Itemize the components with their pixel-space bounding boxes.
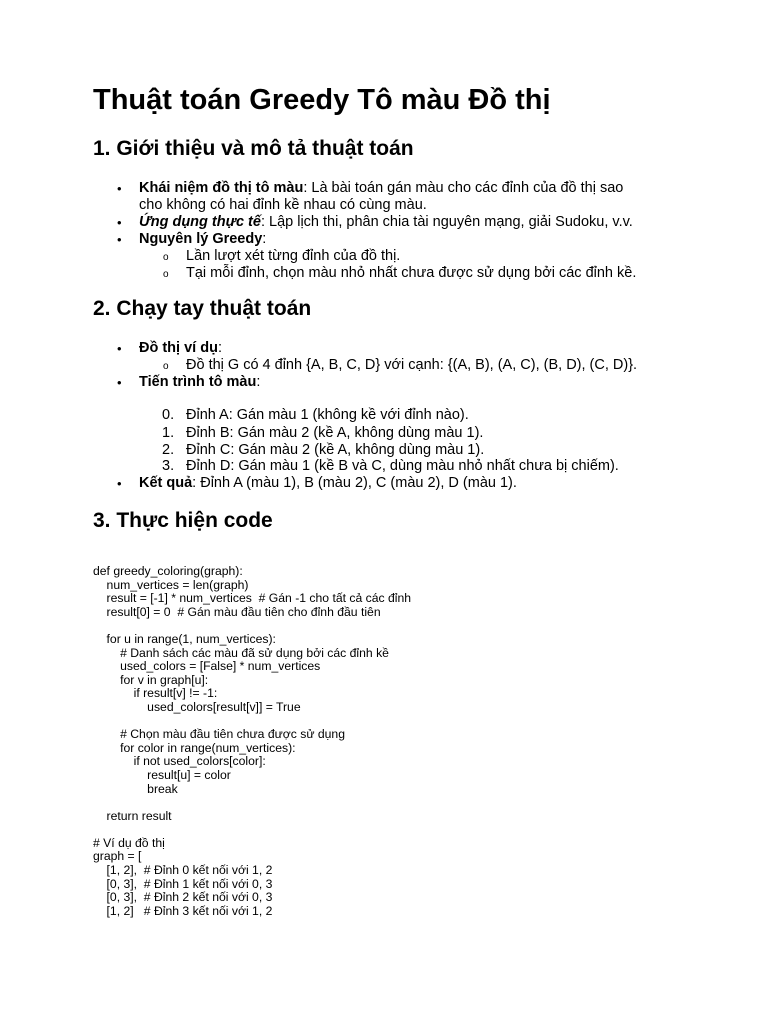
bullet-icon: • [117,375,122,390]
step-item: 0. Đỉnh A: Gán màu 1 (không kề với đỉnh nào). [162,407,469,423]
bullet-icon: • [117,476,122,491]
bullet-icon: • [117,215,122,230]
list-item-application: • Ứng dụng thực tế: Lập lịch thi, phân chia tài nguyên mạng, giải Sudoku, v.v. [117,214,633,230]
step-item: 3. Đỉnh D: Gán màu 1 (kề B và C, dùng màu nhỏ nhất chưa bị chiếm). [162,458,619,474]
step-item: 2. Đỉnh C: Gán màu 2 (kề A, không dùng màu 1). [162,442,485,458]
step-item: 1. Đỉnh B: Gán màu 2 (kề A, không dùng màu 1). [162,425,484,441]
code-block: def greedy_coloring(graph): num_vertices = len(graph) result = [-1] * num_vertices # Gán -1 cho tất cả các đỉnh result[0] = 0 # Gán màu đầu tiên cho đỉnh đầu tiên for u in range(1, num_vertices): # Danh sách các màu đã sử dụng bởi các đỉnh kề used_colors = [False] * num_vertices for v in graph[u]: if result[v] != -1: used_colors[result[v]] = True # Chọn màu đầu tiên chưa được sử dụng for color in range(num_vertices): if not used_colors[color]: result[u] = color break return result # Ví dụ đồ thị graph = [ [1, 2], # Đỉnh 0 kết nối với 1, 2 [0, 3], # Đỉnh 1 kết nối với 0, 3 [0, 3], # Đỉnh 2 kết nối với 0, 3 [1, 2] # Đỉnh 3 kết nối với 1, 2 [93,564,412,918]
list-item-principle: • Nguyên lý Greedy: [117,231,267,247]
section-2-heading: 2. Chạy tay thuật toán [93,297,312,320]
document-title: Thuật toán Greedy Tô màu Đồ thị [93,84,551,116]
bullet-icon: • [117,232,122,247]
section-1-heading: 1. Giới thiệu và mô tả thuật toán [93,137,414,160]
bullet-icon: • [117,341,122,356]
section-3-heading: 3. Thực hiện code [93,509,273,532]
circle-bullet-icon: o [163,269,169,280]
circle-bullet-icon: o [163,361,169,372]
list-item-process: • Tiến trình tô màu: [117,374,261,390]
list-item-example-graph: • Đồ thị ví dụ: [117,340,222,356]
sub-item-visit: o Lần lượt xét từng đỉnh của đồ thị. [163,248,401,264]
sub-item-graph-def: o Đồ thị G có 4 đỉnh {A, B, C, D} với cạnh: {(A, B), (A, C), (B, D), (C, D)}. [163,357,638,373]
bullet-icon: • [117,181,122,196]
list-item-concept: • Khái niệm đồ thị tô màu: Là bài toán gán màu cho các đỉnh của đồ thị sao cho không có hai đỉnh kề nhau có cùng màu. [117,180,624,213]
circle-bullet-icon: o [163,252,169,263]
list-item-result: • Kết quả: Đỉnh A (màu 1), B (màu 2), C (màu 2), D (màu 1). [117,475,517,491]
sub-item-choose: o Tại mỗi đỉnh, chọn màu nhỏ nhất chưa được sử dụng bởi các đỉnh kề. [163,265,637,281]
